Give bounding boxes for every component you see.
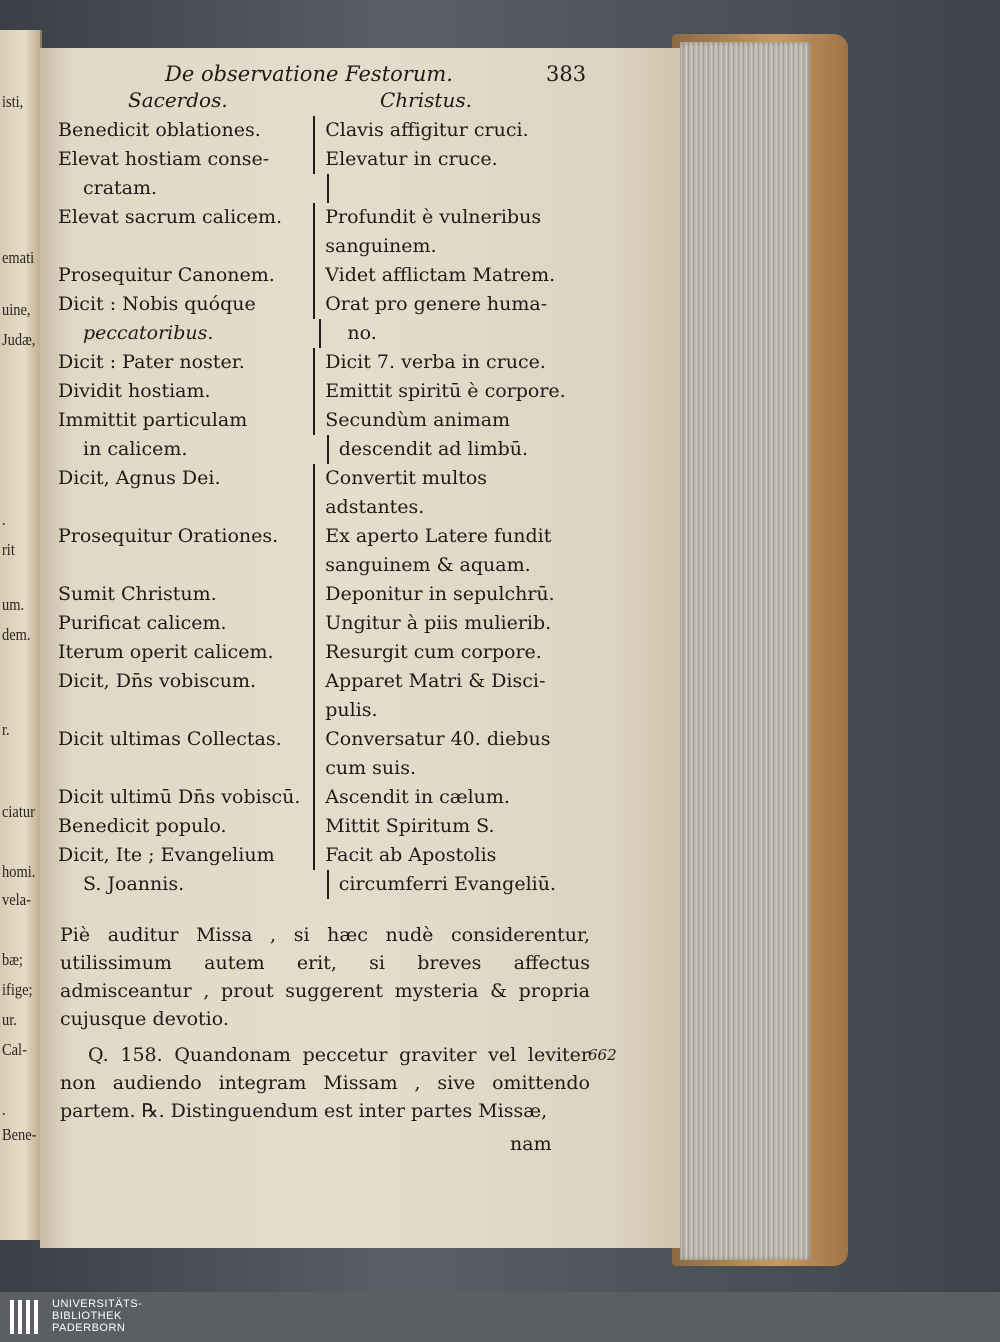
table-row xyxy=(58,696,618,725)
page-number: 383 xyxy=(546,62,587,86)
margin-reference: 662 xyxy=(588,1046,617,1064)
previous-page-edge xyxy=(0,30,42,1240)
table-row xyxy=(58,464,618,493)
column-heading-sacerdos: Sacerdos. xyxy=(128,88,228,112)
previous-page-fragment: Judæ, xyxy=(2,330,36,349)
table-row xyxy=(58,812,618,841)
christus-cell: pulis. xyxy=(313,696,618,725)
previous-page-fragment: ur. xyxy=(2,1010,17,1029)
christus-cell: adstantes. xyxy=(313,493,618,522)
previous-page-fragment: Cal- xyxy=(2,1040,27,1059)
christus-cell xyxy=(327,174,618,203)
christus-cell: Mittit Spiritum S. xyxy=(313,812,618,841)
christus-cell: circumferri Evangeliū. xyxy=(327,870,618,899)
library-logo-icon xyxy=(10,1300,40,1334)
table-row xyxy=(58,522,618,551)
page-block-edges xyxy=(680,42,810,1260)
previous-page-fragment: r. xyxy=(2,720,10,739)
christus-cell: Emittit spiritū è corpore. xyxy=(313,377,618,406)
christus-cell: Ungitur à piis mulierib. xyxy=(313,609,618,638)
christus-cell: Elevatur in cruce. xyxy=(313,145,618,174)
christus-cell: Convertit multos xyxy=(313,464,618,493)
running-title: De observatione Festorum. xyxy=(165,62,453,86)
table-row xyxy=(58,290,618,319)
previous-page-fragment: . xyxy=(2,510,6,529)
paragraph-text: Piè auditur Missa , si hæc nudè considerentur, utilissimum autem erit, si breves affectus admisceantur , prout suggerent mysteria & propria cujusque devotio. xyxy=(60,924,590,1030)
christus-cell: Apparet Matri & Disci- xyxy=(313,667,618,696)
table-row xyxy=(58,551,618,580)
column-heading-christus: Christus. xyxy=(380,88,472,112)
previous-page-fragment: ciatur xyxy=(2,802,35,821)
previous-page-fragment: Bene- xyxy=(2,1125,37,1144)
sacerdos-cell: cratam. xyxy=(83,177,158,199)
table-row xyxy=(58,377,618,406)
previous-page-fragment: ifige; xyxy=(2,980,33,999)
previous-page-fragment: rit xyxy=(2,540,15,559)
sacerdos-cell: Benedicit oblationes. xyxy=(58,119,261,141)
library-name: UNIVERSITÄTS- BIBLIOTHEK PADERBORN xyxy=(52,1298,143,1334)
table-row xyxy=(58,406,618,435)
sacerdos-cell: Iterum operit calicem. xyxy=(58,641,274,663)
table-row xyxy=(58,754,618,783)
sacerdos-cell: Elevat hostiam conse- xyxy=(58,148,270,170)
table-row xyxy=(58,116,618,145)
christus-cell: Deponitur in sepulchrū. xyxy=(313,580,618,609)
sacerdos-cell xyxy=(58,493,313,522)
christus-cell: Profundit è vulneribus xyxy=(313,203,618,232)
previous-page-fragment: homi. xyxy=(2,862,36,881)
christus-cell: Ascendit in cælum. xyxy=(313,783,618,812)
sacerdos-cell xyxy=(58,551,313,580)
table-row xyxy=(58,580,618,609)
table-row xyxy=(58,667,618,696)
sacerdos-cell: Dividit hostiam. xyxy=(58,380,211,402)
sacerdos-cell: Dicit, Ite ; Evangelium xyxy=(58,844,275,866)
parallel-columns-table xyxy=(58,116,618,899)
paragraph-missa xyxy=(60,921,590,1033)
previous-page-fragment: dem. xyxy=(2,625,31,644)
sacerdos-cell: Dicit : Nobis quóque xyxy=(58,293,256,315)
sacerdos-cell: Prosequitur Canonem. xyxy=(58,264,275,286)
sacerdos-cell: Dicit ultimas Collectas. xyxy=(58,728,282,750)
table-row xyxy=(58,783,618,812)
christus-cell: Clavis affigitur cruci. xyxy=(313,116,618,145)
catchword: nam xyxy=(510,1133,552,1155)
sacerdos-cell: Sumit Christum. xyxy=(58,583,217,605)
table-row xyxy=(58,261,618,290)
sacerdos-cell: Immittit particulam xyxy=(58,409,248,431)
paragraph-text: Q. 158. Quandonam peccetur graviter vel leviter non audiendo integram Missam , sive omittendo partem. ℞. Distinguendum est inter partes Missæ, xyxy=(60,1044,590,1122)
sacerdos-cell: Dicit ultimū Dn̄s vobiscū. xyxy=(58,786,301,808)
table-row xyxy=(58,609,618,638)
previous-page-fragment: emati xyxy=(2,248,35,267)
table-row xyxy=(58,348,618,377)
paragraph-question xyxy=(60,1041,590,1125)
table-row xyxy=(58,493,618,522)
sacerdos-cell: Elevat sacrum calicem. xyxy=(58,206,283,228)
christus-cell: Conversatur 40. diebus xyxy=(313,725,618,754)
previous-page-fragment: vela- xyxy=(2,890,31,909)
sacerdos-cell: Dicit : Pater noster. xyxy=(58,351,245,373)
christus-cell: no. xyxy=(319,319,618,348)
table-row xyxy=(58,145,618,174)
sacerdos-cell: peccatoribus. xyxy=(83,322,214,344)
book-page xyxy=(40,48,680,1248)
sacerdos-cell xyxy=(58,754,313,783)
table-row xyxy=(58,203,618,232)
sacerdos-cell: Purificat calicem. xyxy=(58,612,227,634)
christus-cell: sanguinem & aquam. xyxy=(313,551,618,580)
table-row xyxy=(58,319,618,348)
table-row xyxy=(58,638,618,667)
table-row xyxy=(58,725,618,754)
christus-cell: descendit ad limbū. xyxy=(327,435,618,464)
table-row xyxy=(58,232,618,261)
christus-cell: Resurgit cum corpore. xyxy=(313,638,618,667)
christus-cell: Facit ab Apostolis xyxy=(313,841,618,870)
sacerdos-cell: Dicit, Dn̄s vobiscum. xyxy=(58,670,257,692)
page-header xyxy=(40,58,680,92)
table-row xyxy=(58,870,618,899)
previous-page-fragment: . xyxy=(2,1100,6,1119)
christus-cell: Secundùm animam xyxy=(313,406,618,435)
christus-cell: sanguinem. xyxy=(313,232,618,261)
sacerdos-cell xyxy=(58,696,313,725)
sacerdos-cell xyxy=(58,232,313,261)
table-row xyxy=(58,435,618,464)
christus-cell: Videt afflictam Matrem. xyxy=(313,261,618,290)
previous-page-fragment: uine, xyxy=(2,300,31,319)
sacerdos-cell: Benedicit populo. xyxy=(58,815,227,837)
christus-cell: Orat pro genere huma- xyxy=(313,290,618,319)
table-row xyxy=(58,841,618,870)
previous-page-fragment: isti, xyxy=(2,92,24,111)
sacerdos-cell: Dicit, Agnus Dei. xyxy=(58,467,221,489)
christus-cell: Dicit 7. verba in cruce. xyxy=(313,348,618,377)
sacerdos-cell: in calicem. xyxy=(83,438,188,460)
table-row xyxy=(58,174,618,203)
library-footer xyxy=(0,1292,1000,1342)
sacerdos-cell: Prosequitur Orationes. xyxy=(58,525,279,547)
christus-cell: Ex aperto Latere fundit xyxy=(313,522,618,551)
sacerdos-cell: S. Joannis. xyxy=(83,873,185,895)
previous-page-fragment: bæ; xyxy=(2,950,23,969)
previous-page-fragment: um. xyxy=(2,595,25,614)
christus-cell: cum suis. xyxy=(313,754,618,783)
